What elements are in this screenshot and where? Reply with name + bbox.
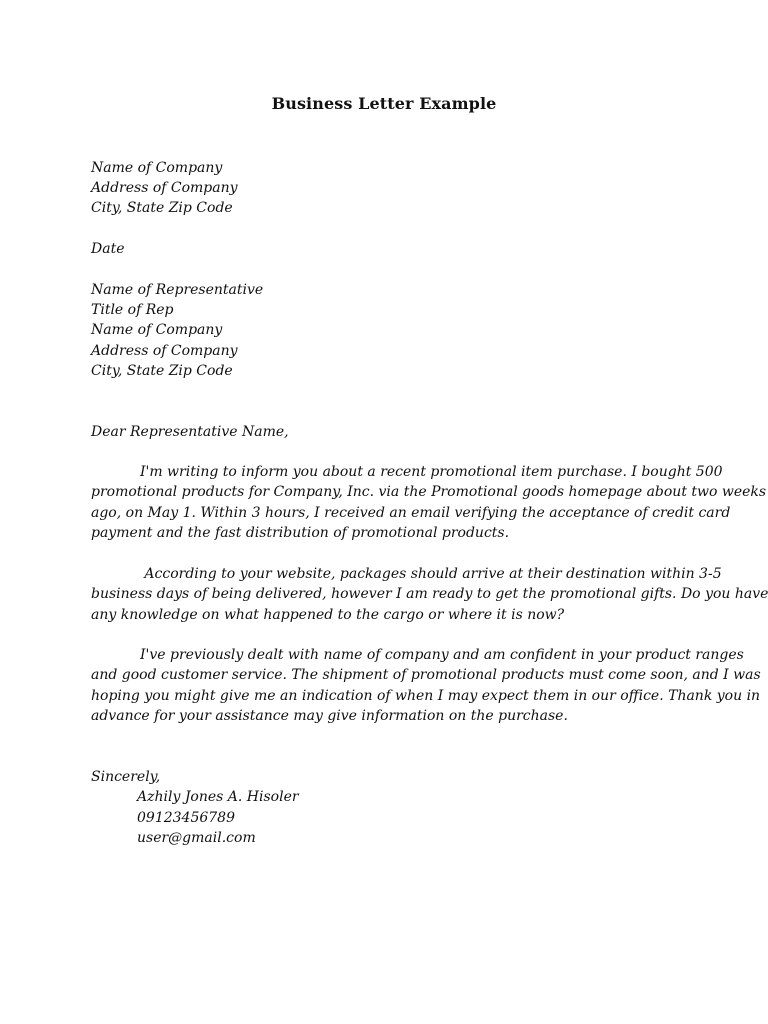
recipient-address: Address of Company (91, 343, 238, 359)
signature-email: user@gmail.com (137, 830, 256, 846)
sender-company-name: Name of Company (91, 160, 223, 176)
signature-name: Azhily Jones A. Hisoler (137, 789, 299, 805)
signature-phone: 09123456789 (137, 810, 235, 826)
body-paragraph-2 (91, 564, 768, 625)
salutation: Dear Representative Name, (91, 424, 289, 440)
body-paragraph-1 (91, 462, 767, 544)
paragraph-line: advance for your assistance may give information on the purchase. (91, 708, 568, 725)
paragraph-line: According to your website, packages should arrive at their destination within 3-5 (91, 566, 722, 582)
paragraph-line: ago, on May 1. Within 3 hours, I received an email verifying the acceptance of credit card (91, 504, 731, 521)
recipient-company: Name of Company (91, 322, 223, 338)
sender-address: Address of Company (91, 180, 238, 196)
paragraph-line: promotional products for Company, Inc. via the Promotional goods homepage about two weeks (91, 484, 767, 501)
letter-date: Date (91, 241, 125, 257)
closing: Sincerely, (91, 769, 161, 785)
sender-city-state-zip: City, State Zip Code (91, 200, 233, 216)
paragraph-line: and good customer service. The shipment of promotional products must come soon, and I was (91, 667, 761, 684)
body-paragraph-3 (91, 645, 761, 727)
paragraph-line: business days of being delivered, however I am ready to get the promotional gifts. Do you have (91, 586, 768, 603)
recipient-name: Name of Representative (91, 282, 264, 298)
paragraph-line: any knowledge on what happened to the cargo or where it is now? (91, 606, 565, 623)
paragraph-line: I've previously dealt with name of company and am confident in your product ranges (91, 647, 744, 663)
paragraph-line: payment and the fast distribution of promotional products. (91, 525, 510, 542)
document-title: Business Letter Example (271, 94, 497, 113)
paragraph-line: hoping you might give me an indication of when I may expect them in our office. Thank you in (91, 687, 761, 704)
paragraph-line: I'm writing to inform you about a recent promotional item purchase. I bought 500 (91, 464, 723, 480)
recipient-city-state-zip: City, State Zip Code (91, 363, 233, 379)
recipient-title: Title of Rep (91, 302, 174, 318)
